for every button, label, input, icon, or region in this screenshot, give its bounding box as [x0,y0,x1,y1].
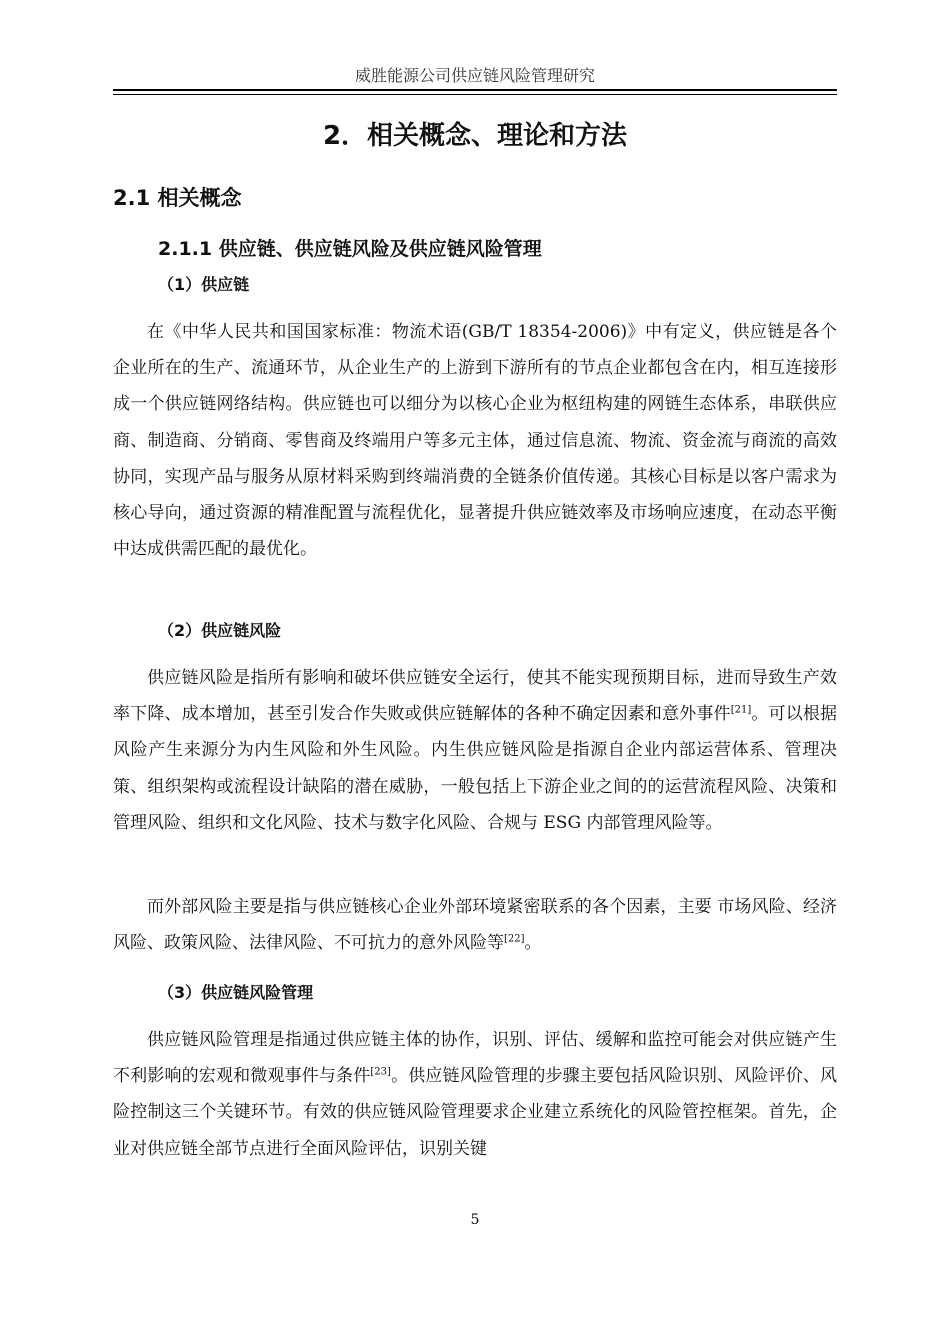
paragraph-risk-management [113,1022,837,1167]
chapter-title: 2．相关概念、理论和方法 [322,121,628,151]
paragraph-external-risk [113,889,837,961]
page-number: 5 [470,1212,480,1228]
paragraph-text: 。供应链风险管理的步骤主要包括风险识别、风险评价、风险控制这三个关键环节。有效的供应链风险管理要求企业建立系统化的风险管控框架。首先，企业对供应链全部节点进行全面风险评估，识别关键 [113,1066,838,1159]
item-heading-risk-management: （3）供应链风险管理 [158,983,314,1002]
header-rule-thin [113,94,837,95]
subsection-title: 2.1.1 供应链、供应链风险及供应链风险管理 [158,238,542,260]
citation-23: [23] [370,1066,391,1078]
paragraph-text: 。可以根据风险产生来源分为内生风险和外生风险。内生供应链风险是指源自企业内部运营体系、管理决策、组织架构或流程设计缺陷的潜在威胁，一般包括上下游企业之间的的运营流程风险、决策和管理风险、组织和文化风险、技术与数字化风险、合规与 ESG 内部管理风险等。 [113,704,838,833]
citation-21: [21] [730,704,752,716]
paragraph-text: 。 [524,933,542,954]
citation-22: [22] [504,933,525,945]
item-heading-supply-chain: （1）供应链 [158,275,250,294]
paragraph-supply-chain: 在《中华人民共和国国家标准：物流术语(GB/T 18354-2006)》中有定义，供应链是各个企业所在的生产、流通环节，从企业生产的上游到下游所有的节点企业都包含在内，相互连接形成一个供应链网络结构。供应链也可以细分为以核心企业为枢纽构建的网链生态体系，串联供应商、制造商、分销商、零售商及终端用户等多元主体，通过信息流、物流、资金流与商流的高效协同，实现产品与服务从原材料采购到终端消费的全链条价值传递。其核心目标是以客户需求为核心导向，通过资源的精准配置与流程优化，显著提升供应链效率及市场响应速度，在动态平衡中达成供需匹配的最优化。 [113,322,837,560]
section-title: 2.1 相关概念 [113,186,242,210]
paragraph-supply-chain-risk [113,660,837,841]
header-rule-thick [113,89,837,91]
paragraph-text: 供应链风险管理是指通过供应链主体的协作，识别、评估、缓解和监控可能会对供应链产生不利影响的宏观和微观事件与条件 [113,1030,837,1087]
running-header: 威胜能源公司供应链风险管理研究 [354,66,595,85]
item-heading-supply-chain-risk: （2）供应链风险 [158,621,282,640]
paragraph-text: 供应链风险是指所有影响和破坏供应链安全运行，使其不能实现预期目标，进而导致生产效率下降、成本增加，甚至引发合作失败或供应链解体的各种不确定因素和意外事件 [113,668,837,725]
paragraph-text: 而外部风险主要是指与供应链核心企业外部环境紧密联系的各个因素，主要 市场风险、经济风险、政策风险、法律风险、不可抗力的意外风险等 [113,897,837,954]
